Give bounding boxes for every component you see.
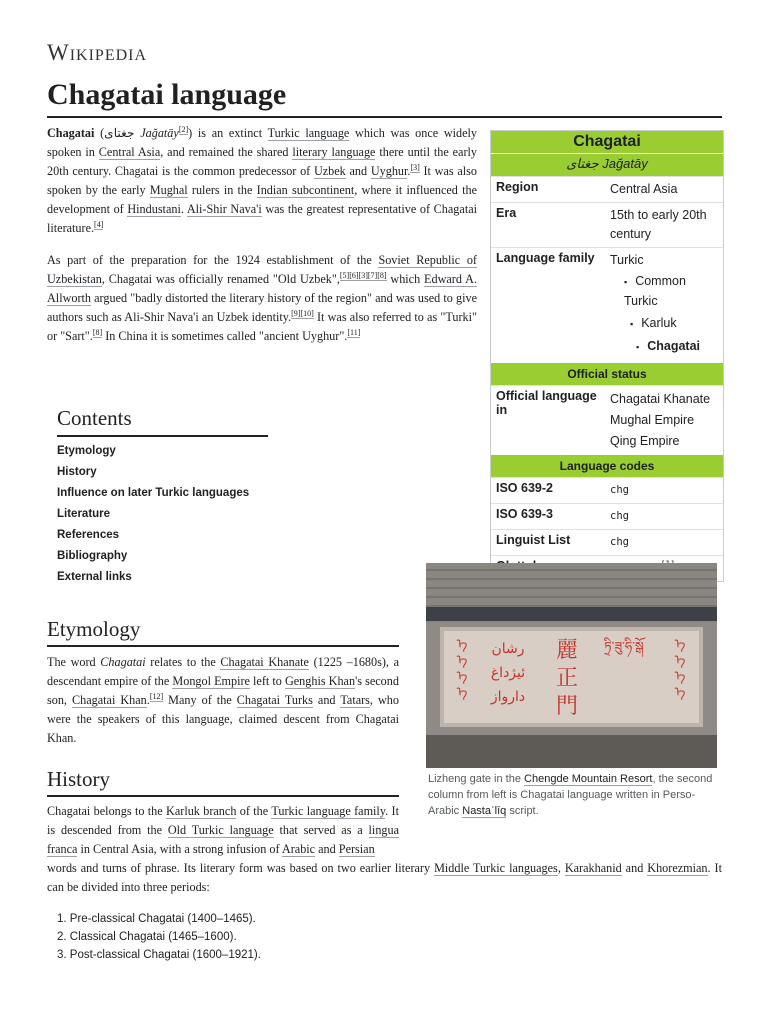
- text: in Central Asia, with a strong infusion of: [77, 842, 282, 856]
- emphasis: Chagatai: [100, 655, 146, 669]
- toc-item-bibliography[interactable]: Bibliography: [57, 550, 128, 562]
- text: 's second son,: [47, 674, 399, 707]
- history-paragraph-b: [47, 859, 722, 897]
- text: (1225 –1680s), a descendant empire of the: [47, 655, 400, 688]
- text: was the greatest representative of Chagatai literature.: [47, 202, 477, 235]
- text: , and remained the shared: [160, 145, 293, 159]
- period-item: 2. Classical Chagatai (1465–1600).: [57, 931, 237, 943]
- link-ali-shir-navai[interactable]: Ali-Shir Nava'i: [186, 202, 262, 216]
- toc-item-literature[interactable]: Literature: [57, 508, 111, 520]
- family-item[interactable]: ▪ Common Turkic: [624, 272, 718, 311]
- link-uyghur[interactable]: Uyghur: [370, 164, 408, 178]
- reference-link[interactable]: [11]: [347, 327, 361, 337]
- link-mughal[interactable]: Mughal: [149, 183, 188, 197]
- link-karakhanid[interactable]: Karakhanid: [564, 861, 622, 875]
- etymology-heading: Etymology: [47, 617, 399, 647]
- ground: [426, 735, 717, 768]
- toc-item-external-links[interactable]: External links: [57, 571, 132, 583]
- link-soviet-republic-of-uzbekistan[interactable]: Soviet Republic of Uzbekistan: [47, 253, 477, 286]
- image-caption: [428, 771, 718, 819]
- infobox-value[interactable]: chg: [610, 536, 629, 548]
- bold-term: Chagatai: [47, 126, 95, 140]
- lizheng-gate-photo[interactable]: [426, 563, 717, 768]
- link-mughal-empire[interactable]: Mughal Empire: [610, 413, 695, 427]
- text: words and turns of phrase. Its literary form was based on two earlier literary: [47, 861, 435, 875]
- infobox-row-iso3: [491, 503, 723, 529]
- infobox-row-official: [491, 385, 723, 455]
- infobox-key: Region: [496, 180, 539, 194]
- language-infobox: [490, 130, 724, 582]
- text: that served as a: [273, 823, 369, 837]
- link-turkic-language-family[interactable]: Turkic language family: [271, 804, 386, 818]
- page-title: Chagatai language: [47, 78, 722, 118]
- toc-item-history[interactable]: History: [57, 466, 97, 478]
- infobox-native-name: جغتای Jağatāy: [491, 153, 723, 176]
- link-chagatai-khanate[interactable]: Chagatai Khanate: [610, 392, 711, 406]
- text: , who were the speakers of this language, claimed descent from Chagatai Khan.: [47, 693, 399, 745]
- text: As part of the preparation for the 1924 establishment of the: [47, 253, 379, 267]
- infobox-value: 15th to early 20th century: [610, 208, 707, 241]
- reference-link[interactable]: [4]: [94, 219, 104, 229]
- link-lingua-franca[interactable]: lingua franca: [47, 823, 400, 856]
- text: , the second column from left is Chagatai language written in Perso-Arabic: [428, 773, 713, 817]
- toc-item-references[interactable]: References: [57, 529, 120, 541]
- intro-paragraph-2: [47, 251, 477, 346]
- native-script: جغتای: [104, 126, 135, 140]
- text: (: [94, 126, 105, 140]
- roof-edge: [426, 607, 717, 621]
- periods-list: [57, 910, 261, 964]
- text: argued "badly distorted the literary history of the region" and was used to give authors such as Ali-Shir Nava'i an Uzbek identity.: [47, 291, 477, 324]
- reference-link[interactable]: [3]: [410, 162, 420, 172]
- infobox-section-language-codes: Language codes: [491, 455, 723, 477]
- text: . It is descended from the: [47, 804, 399, 837]
- link-turkic-language[interactable]: Turkic language: [267, 126, 350, 140]
- text: left to: [249, 674, 285, 688]
- period-item: 3. Post-classical Chagatai (1600–1921).: [57, 949, 261, 961]
- infobox-row-iso2: [491, 477, 723, 503]
- link-indian-subcontinent[interactable]: Indian subcontinent: [256, 183, 355, 197]
- link-chengde-mountain-resort[interactable]: Chengde Mountain Resort: [524, 773, 653, 785]
- text: . It can be divided into three periods:: [47, 861, 722, 894]
- contents-heading: Contents: [57, 406, 268, 437]
- family-item[interactable]: ▪ Karluk: [630, 314, 718, 334]
- etymology-paragraph: The word Chagatai relates to the Chagatai Khanate (1225 –1680s), a descendant empire of the Mongol Empire left to Genghis Khan's second son, Chagatai Khan.[12] Many of the Chagatai Turks and Tatars, who were the speakers of this language, claimed descent from Chagatai Khan.: [47, 655, 400, 745]
- text: and: [315, 842, 339, 856]
- text: Many of the: [163, 693, 237, 707]
- infobox-section-official-status: Official status: [491, 363, 723, 385]
- contents-list: [57, 442, 249, 589]
- link-middle-turkic-languages[interactable]: Middle Turkic languages: [434, 861, 558, 875]
- toc-item-influence[interactable]: Influence on later Turkic languages: [57, 487, 250, 499]
- text: which was once widely spoken in: [47, 126, 478, 159]
- manchu-script-column: ᠡ ᠡ ᠡ ᠡ: [674, 637, 686, 700]
- infobox-key: Era: [496, 206, 517, 220]
- link-genghis-khan[interactable]: Genghis Khan: [284, 674, 356, 688]
- text: which: [386, 272, 425, 286]
- infobox-row-linguist-list: [491, 529, 723, 555]
- infobox-row-family: [491, 247, 723, 363]
- infobox-key: Language family: [496, 251, 595, 265]
- text: , where it influenced the development of: [47, 183, 477, 216]
- text: Lizheng gate in the: [428, 773, 525, 785]
- link-mongol-empire[interactable]: Mongol Empire: [172, 674, 250, 688]
- link-khorezmian[interactable]: Khorezmian: [647, 861, 708, 875]
- text: The word: [47, 655, 101, 669]
- text: and: [345, 164, 371, 178]
- wikipedia-logo[interactable]: Wikipedia: [47, 40, 148, 65]
- family-item: ▪ Chagatai: [636, 337, 718, 357]
- infobox-key: Official language in: [496, 389, 597, 417]
- link-uzbek[interactable]: Uzbek: [313, 164, 346, 178]
- link-chagatai-khan[interactable]: Chagatai Khan: [72, 693, 147, 707]
- text: rulers in the: [187, 183, 257, 197]
- link-old-turkic[interactable]: Old Turkic language: [167, 823, 274, 837]
- romanization: Jağatāy: [140, 126, 179, 140]
- tibetan-script-column: ཏྲི་ཟུ་ཧི་སྒོ: [604, 640, 644, 655]
- text: there until the early 20th century. Chagatai is the common predecessor of: [47, 145, 477, 178]
- infobox-value: [605, 386, 723, 455]
- link-chagatai-turks[interactable]: Chagatai Turks: [236, 693, 313, 707]
- toc-item-etymology[interactable]: Etymology: [57, 445, 116, 457]
- infobox-key[interactable]: ISO 639-2: [496, 481, 553, 495]
- mongolian-script-column: ᠡ ᠡ ᠡ ᠡ: [456, 637, 468, 700]
- link-turkic[interactable]: Turkic: [610, 253, 644, 267]
- text: ) is an extinct: [188, 126, 268, 140]
- link-arabic[interactable]: Arabic: [281, 842, 316, 856]
- period-item: 1. Pre-classical Chagatai (1400–1465).: [57, 913, 256, 925]
- history-paragraph-a: [47, 802, 399, 859]
- text: It was also referred to as "Turki" or "Sart".: [47, 310, 477, 343]
- infobox-title: Chagatai: [491, 131, 723, 153]
- text: ,: [557, 861, 565, 875]
- link-tatars[interactable]: Tatars: [340, 693, 370, 707]
- reference-link[interactable]: [2]: [178, 124, 189, 134]
- text: It was also spoken by the early: [47, 164, 477, 197]
- infobox-value[interactable]: chg: [610, 510, 629, 522]
- text: .: [180, 202, 187, 216]
- infobox-value: Central Asia: [610, 182, 678, 196]
- text: script.: [506, 805, 539, 817]
- text: of the: [236, 804, 272, 818]
- reference-link[interactable]: [12]: [149, 691, 164, 701]
- link-persian[interactable]: Persian: [338, 842, 375, 856]
- text: relates to the: [145, 655, 221, 669]
- infobox-value[interactable]: chg: [610, 484, 629, 496]
- gate-plaque: [440, 627, 703, 727]
- infobox-key[interactable]: Linguist List: [496, 533, 571, 547]
- link-hindustani[interactable]: Hindustani: [127, 202, 181, 216]
- family-tree: [610, 272, 718, 357]
- text: and: [312, 693, 341, 707]
- link-edward-allworth[interactable]: Edward A. Allworth: [47, 272, 477, 305]
- reference-link[interactable]: [5][6][3][7][8]: [339, 270, 387, 280]
- link-chagatai-khanate[interactable]: Chagatai Khanate: [220, 655, 309, 669]
- text: , Chagatai was officially renamed "Old Uzbek",: [101, 272, 340, 286]
- text: In China it is sometimes called "ancient Uyghur".: [102, 329, 348, 343]
- reference-link[interactable]: [8]: [92, 327, 103, 337]
- text: and: [621, 861, 648, 875]
- link-literary-language[interactable]: literary language: [292, 145, 376, 159]
- link-qing-empire[interactable]: Qing Empire: [610, 434, 680, 448]
- chinese-script-column: 麗正門: [555, 638, 578, 719]
- reference-link[interactable]: [9][10]: [291, 308, 314, 318]
- intro-paragraph-1: Chagatai (جغتای Jağatāy[2]) is an extinct Turkic language which was once widely spoken in Central Asia, and remained the shared literary language there until the early 20th century. Chagatai is the common predecessor of Uzbek and Uyghur.[3] It was also spoken by the early Mughal rulers in the Indian subcontinent, where it influenced the development of Hindustani. Ali-Shir Nava'i was the greatest representative of Chagatai literature.[4]: [47, 124, 478, 235]
- chagatai-script-column: رشان ئیژداغ دارواز: [490, 641, 526, 705]
- link-karluk-branch[interactable]: Karluk branch: [166, 804, 237, 818]
- link-central-asia[interactable]: Central Asia: [98, 145, 161, 159]
- history-heading: History: [47, 767, 399, 797]
- infobox-row-region: [491, 176, 723, 202]
- infobox-value: [605, 248, 723, 363]
- infobox-key[interactable]: ISO 639-3: [496, 507, 553, 521]
- link-nastaliq[interactable]: Nastaʿlīq: [462, 805, 507, 817]
- text: Chagatai belongs to the: [47, 804, 167, 818]
- infobox-row-era: [491, 202, 723, 247]
